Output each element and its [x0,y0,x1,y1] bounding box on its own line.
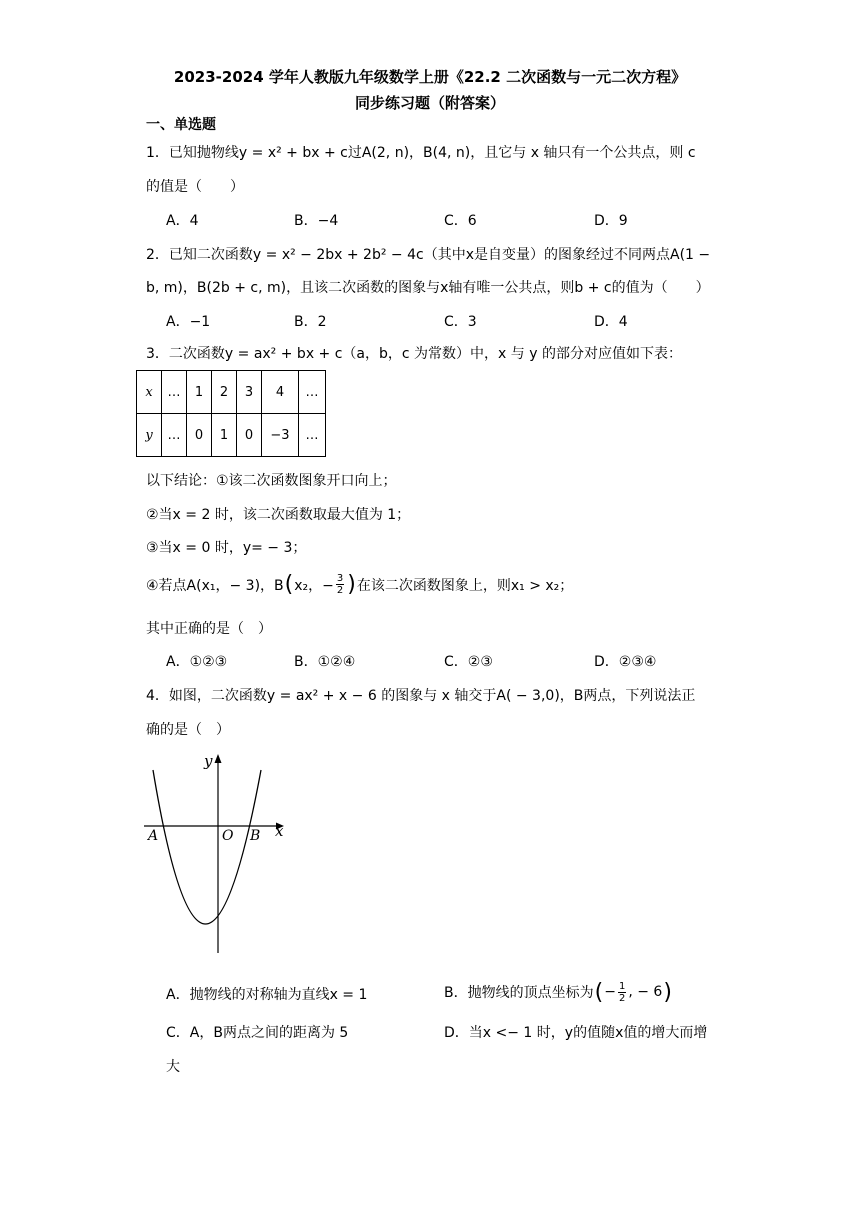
q2-stem-line1: 2．已知二次函数y = x² − 2bx + 2b² − 4c（其中x是自变量）的图象经过不同两点A(1 − [146,247,711,263]
q2-option-b[interactable]: B．2 [294,314,327,330]
table-cell: … [299,414,326,457]
q3-conclusion-4 [146,572,573,597]
left-paren: ( [284,572,294,597]
q2-stem-line2: b, m)，B(2b + c, m)，且该二次函数的图象与x轴有唯一公共点，则b + c的值为（ ） [146,280,710,296]
q1-stem-line2: 的值是（ ） [146,179,244,195]
q1-stem-line1: 1．已知抛物线y = x² + bx + c过A(2, n)，B(4, n)，且它与 x 轴只有一个公共点，则 c [146,145,696,161]
y-axis-label: y [204,752,213,770]
fraction-denominator: 2 [618,992,626,1004]
table-cell: x [137,371,162,414]
table-cell: … [162,371,187,414]
q1-option-c[interactable]: C．6 [444,213,477,229]
table-row-y [137,414,326,457]
table-row-x [137,371,326,414]
q4-option-a[interactable]: A．抛物线的对称轴为直线x = 1 [166,987,368,1003]
q3-conclusion-1: 以下结论：①该二次函数图象开口向上； [146,473,397,489]
origin-label: O [222,828,234,844]
fraction-numerator: 3 [336,573,344,584]
q3-conclusion-2: ②当x = 2 时，该二次函数取最大值为 1； [146,507,411,523]
table-cell: 3 [237,371,262,414]
table-cell: 1 [187,371,212,414]
table-cell: 0 [237,414,262,457]
q3-stem-line1: 3．二次函数y = ax² + bx + c（a，b，c 为常数）中，x 与 y 的部分对应值如下表： [146,346,682,362]
table-cell: 2 [212,371,237,414]
document-title-line1: 2023-2024 学年人教版九年级数学上册《22.2 二次函数与一元二次方程》 [173,68,687,86]
q3-option-b[interactable]: B．①②④ [294,654,356,670]
q4-option-b-pre: B．抛物线的顶点坐标为 [444,985,594,1001]
table-cell: 1 [212,414,237,457]
q4-option-b[interactable] [444,976,673,1008]
q3-c4-mid: x₂，− [294,577,334,594]
q3-c4-pre: ④若点A(x₁，− 3)，B [146,577,284,594]
right-paren: ) [347,572,356,597]
minus-sign: − [604,984,616,1000]
q1-option-b[interactable]: B．−4 [294,213,339,229]
q4-option-d-continued: 大 [166,1059,180,1075]
parabola-curve [153,770,261,924]
q4-option-c[interactable]: C．A，B两点之间的距离为 5 [166,1025,349,1041]
q2-option-a[interactable]: A．−1 [166,314,211,330]
q4-option-d[interactable]: D．当x <− 1 时，y的值随x值的增大而增 [444,1025,708,1041]
q2-option-c[interactable]: C．3 [444,314,477,330]
left-paren: ( [594,979,604,1005]
document-title-line2: 同步练习题（附答案） [354,94,505,112]
section-heading: 一、单选题 [146,117,216,133]
fraction-numerator: 1 [618,980,626,992]
q4-stem-line2: 确的是（ ） [146,722,230,738]
fraction-denominator: 2 [336,585,344,596]
x-axis-label: x [275,822,284,840]
q1-option-a[interactable]: A．4 [166,213,199,229]
table-cell: … [299,371,326,414]
q3-option-d[interactable]: D．②③④ [594,654,657,670]
point-a-label: A [148,828,159,844]
table-cell: … [162,414,187,457]
fraction [336,573,344,596]
table-cell: −3 [262,414,299,457]
y-axis-arrow [215,754,222,763]
q4-option-b-post: , − 6 [628,984,663,1000]
point-b-label: B [250,828,261,844]
q3-option-a[interactable]: A．①②③ [166,654,228,670]
q3-conclusion-3: ③当x = 0 时，y= − 3； [146,540,307,556]
value-table [136,370,326,457]
q4-stem-line1: 4．如图，二次函数y = ax² + x − 6 的图象与 x 轴交于A( − 3,0)，B两点，下列说法正 [146,688,696,704]
q2-option-d[interactable]: D．4 [594,314,628,330]
q3-question: 其中正确的是（ ） [146,621,272,637]
table-cell: 0 [187,414,212,457]
table-cell: 4 [262,371,299,414]
q1-option-d[interactable]: D．9 [594,213,628,229]
q3-option-c[interactable]: C．②③ [444,654,493,670]
q3-c4-post: 在该二次函数图象上，则x₁ > x₂； [356,577,574,594]
parabola-figure [140,748,300,958]
right-paren: ) [663,979,672,1005]
fraction [618,981,626,1004]
table-cell: y [137,414,162,457]
